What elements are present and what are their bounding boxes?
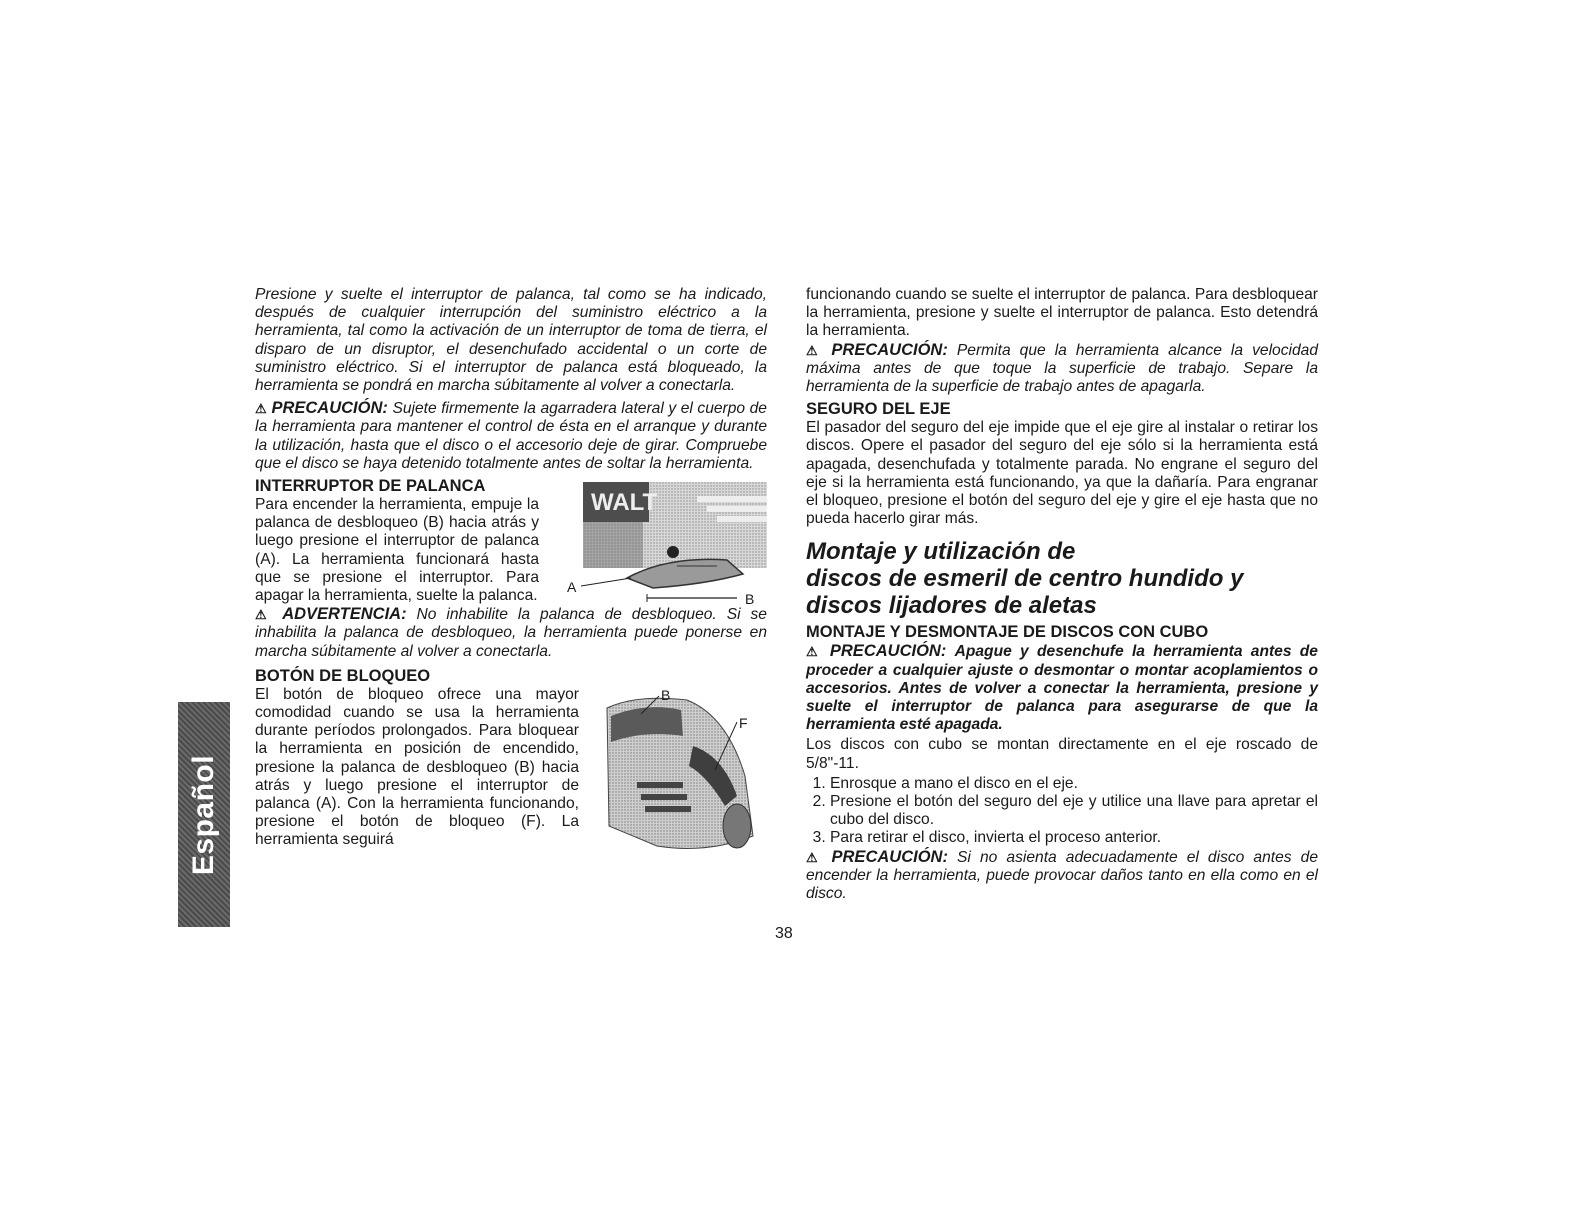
warning-triangle-icon: ⚠ [806, 342, 823, 358]
caution-paragraph-1 [255, 399, 767, 473]
lock-button-figure [597, 686, 767, 858]
caution-text-3: Apague y desenchufe la herramienta antes de proceder a cualquier ajuste o desmontar o montar acoplamientos o accesorios. Antes de volver a conectar la herramienta, presione y suelte el interruptor de palanca para asegurarse de que la herramienta esté apagada. [806, 643, 1318, 734]
caution-label-3: PRECAUCIÓN: [829, 642, 947, 661]
list-item: 1. Enrosque a mano el disco en el eje. [830, 775, 1318, 793]
figure-label-f: F [739, 714, 748, 731]
section-title [806, 538, 1318, 619]
steps-list [806, 775, 1318, 848]
caution-text-4: Si no asienta adecuadamente el disco antes de encender la herramienta, puede provocar daños tanto en ella como en el disco. [806, 848, 1319, 903]
warning-triangle-icon: ⚠ [255, 401, 267, 417]
list-item: 3. Para retirar el disco, invierta el proceso anterior. [830, 829, 1318, 847]
spindle-lock-heading: SEGURO DEL EJE [806, 400, 951, 419]
warning-text: No inhabilite la palanca de desbloqueo. Si se inhabilita la palanca de desbloqueo, la herramienta puede ponerse en marcha súbitamente al volver a conectarla. [255, 606, 767, 660]
warning-triangle-icon: ⚠ [255, 607, 273, 623]
switch-paragraph: Para encender la herramienta, empuje la palanca de desbloqueo (B) hacia atrás y luego presione el interruptor de palanca (A). La herramienta funcionará hasta que se presione el interruptor. Para apagar la herramienta, suelte la palanca. [255, 496, 539, 605]
figure-label-b: B [661, 686, 671, 703]
hub-wheels-paragraph: Los discos con cubo se montan directamente en el eje roscado de 5/8"-11. [806, 736, 1318, 772]
hub-wheels-heading: MONTAJE Y DESMONTAJE DE DISCOS CON CUBO [806, 623, 1209, 642]
spindle-lock-paragraph: El pasador del seguro del eje impide que el eje gire al instalar o retirar los discos. Opere el pasador del seguro del eje sólo si la herramienta está apagada, desenchufada y totalmente parada. No engrane el seguro del eje si la herramienta está funcionando, ya que la dañaría. Para engranar el bloqueo, presione el botón del seguro del eje y gire el eje hasta que no pueda hacerlo girar más. [806, 419, 1318, 528]
caution-label-4: PRECAUCIÓN: [831, 847, 948, 866]
continued-paragraph: funcionando cuando se suelte el interruptor de palanca. Para desbloquear la herramienta, presione y suelte el interruptor de palanca. Esto detendrá la herramienta. [806, 286, 1318, 340]
switch-heading: INTERRUPTOR DE PALANCA [255, 477, 486, 496]
section-title-line-2: discos de esmeril de centro hundido y [806, 565, 1244, 593]
warning-paragraph [255, 605, 767, 661]
lock-button-heading: BOTÓN DE BLOQUEO [255, 666, 431, 685]
caution-text-1: Sujete firmemente la agarradera lateral y el cuerpo de la herramienta para mantener el control de ésta en el arranque y durante la utilización, hasta que el disco o el accesorio deje de girar. Compruebe que el disco se haya detenido totalmente antes de soltar la herramienta. [255, 400, 767, 472]
warning-label: ADVERTENCIA: [282, 605, 407, 624]
figure-label-b: B [745, 591, 755, 608]
right-column [806, 286, 1318, 903]
caution-label-2: PRECAUCIÓN: [831, 340, 948, 359]
list-item: 2. Presione el botón del seguro del eje y utilice una llave para apretar el cubo del disco. [830, 793, 1318, 829]
language-side-tab [178, 702, 230, 927]
warning-triangle-icon: ⚠ [806, 644, 822, 660]
section-title-line-3: discos lijadores de aletas [806, 592, 1097, 620]
lock-button-paragraph: El botón de bloqueo ofrece una mayor comodidad cuando se usa la herramienta durante períodos prolongados. Para bloquear la herramienta en posición de encendido, presione la palanca de desbloqueo (B) hacia atrás y luego presione el interruptor de palanca (A). Con la herramienta funcionando, presione el botón de bloqueo (F). La herramienta seguirá [255, 685, 579, 849]
caution-paragraph-4 [806, 848, 1318, 904]
caution-paragraph-2 [806, 341, 1318, 397]
intro-paragraph: Presione y suelte el interruptor de palanca, tal como se ha indicado, después de cualquier interrupción del suministro eléctrico a la herramienta, tal como la activación de un interruptor de toma de tierra, el disparo de un disruptor, el desenchufado accidental o un corte de suministro eléctrico. Si el interruptor de palanca está bloqueado, la herramienta se pondrá en marcha súbitamente al volver a conectarla. [255, 286, 767, 395]
lock-button-illustration [597, 686, 767, 858]
caution-label-1: PRECAUCIÓN: [271, 399, 388, 418]
language-label: Español [187, 754, 220, 875]
left-column [255, 286, 767, 858]
warning-triangle-icon: ⚠ [806, 849, 823, 865]
caution-text-2: Permita que la herramienta alcance la velocidad máxima antes de que toque la superficie de trabajo. Separe la herramienta de la superficie de trabajo antes de apagarla. [806, 341, 1318, 396]
brand-mark: WALT [591, 489, 658, 517]
page-number: 38 [775, 925, 793, 942]
section-title-line-1: Montaje y utilización de [806, 538, 1076, 566]
switch-figure [557, 482, 767, 608]
figure-label-a: A [567, 579, 577, 596]
paddle-switch-illustration [557, 482, 767, 604]
caution-paragraph-3 [806, 642, 1318, 734]
